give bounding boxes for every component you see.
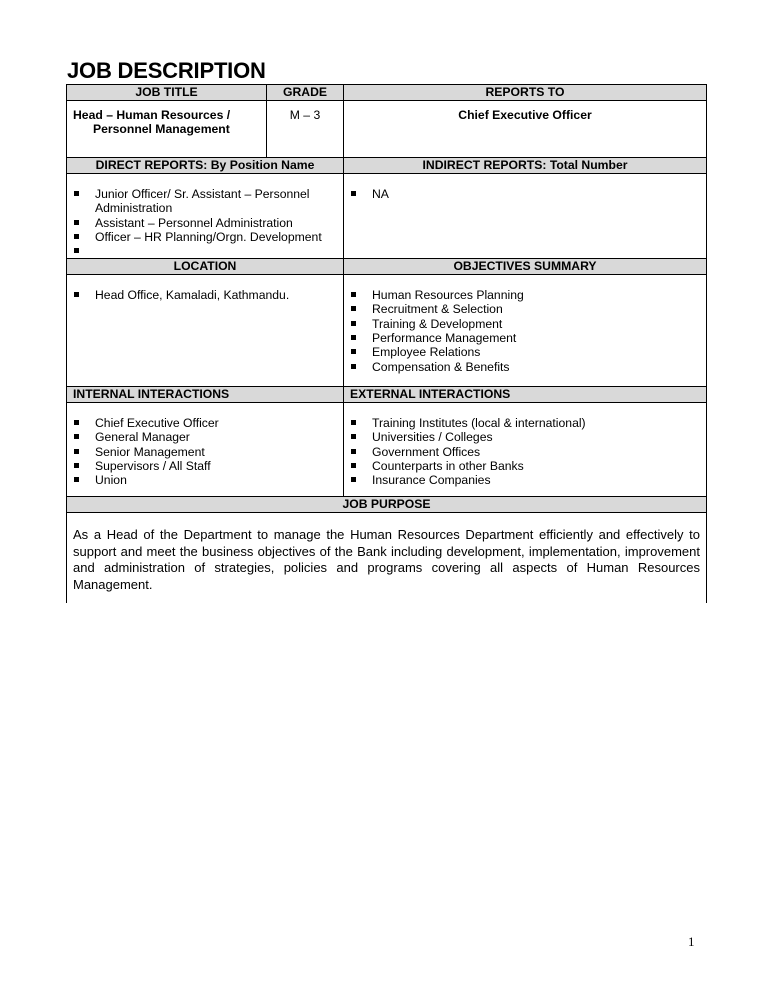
grade-value: M – 3 — [267, 101, 344, 158]
external-interactions-list — [350, 416, 700, 487]
list-item: Compensation & Benefits — [350, 360, 700, 374]
header-objectives: OBJECTIVES SUMMARY — [344, 259, 707, 275]
page-number: 1 — [688, 934, 695, 949]
objectives-cell — [344, 275, 707, 387]
list-item — [73, 244, 337, 258]
direct-reports-cell — [67, 174, 344, 259]
list-item: Assistant – Personnel Administration — [73, 216, 337, 230]
header-direct-reports: DIRECT REPORTS: By Position Name — [67, 158, 344, 174]
internal-interactions-cell — [67, 403, 344, 497]
header-job-title: JOB TITLE — [67, 85, 267, 101]
indirect-reports-list — [350, 187, 700, 201]
job-title-line-1: Head – Human Resources / — [73, 108, 231, 122]
list-item: Counterparts in other Banks — [350, 459, 700, 473]
document-title: JOB DESCRIPTION — [67, 58, 266, 83]
header-indirect-reports: INDIRECT REPORTS: Total Number — [344, 158, 707, 174]
job-purpose-text: As a Head of the Department to manage the Human Resources Department efficiently and effectively to support and meet the business objectives of the Bank including development, implementation, improvement and administration of strategies, policies and programs covering all aspects of Human Resources Management. — [67, 513, 707, 603]
list-item: Senior Management — [73, 445, 337, 459]
list-item: Universities / Colleges — [350, 430, 700, 444]
list-item: Insurance Companies — [350, 473, 700, 487]
list-item: Employee Relations — [350, 345, 700, 359]
job-title-line-2: Personnel Management — [93, 122, 230, 137]
header-external-interactions: EXTERNAL INTERACTIONS — [344, 387, 707, 403]
header-job-purpose: JOB PURPOSE — [67, 497, 707, 513]
list-item: Chief Executive Officer — [73, 416, 337, 430]
external-interactions-cell — [344, 403, 707, 497]
header-grade: GRADE — [267, 85, 344, 101]
list-item: General Manager — [73, 430, 337, 444]
header-location: LOCATION — [67, 259, 344, 275]
indirect-reports-cell — [344, 174, 707, 259]
location-list — [73, 288, 337, 302]
list-item: Junior Officer/ Sr. Assistant – Personnel Administration — [73, 187, 337, 216]
location-cell — [67, 275, 344, 387]
list-item: Officer – HR Planning/Orgn. Development — [73, 230, 337, 244]
reports-to-value: Chief Executive Officer — [344, 101, 707, 158]
list-item: Supervisors / All Staff — [73, 459, 337, 473]
job-description-table — [66, 84, 707, 603]
list-item: Union — [73, 473, 337, 487]
list-item: Training & Development — [350, 317, 700, 331]
list-item: Government Offices — [350, 445, 700, 459]
internal-interactions-list — [73, 416, 337, 487]
objectives-list — [350, 288, 700, 374]
list-item: Performance Management — [350, 331, 700, 345]
list-item: Training Institutes (local & international) — [350, 416, 700, 430]
list-item: Human Resources Planning — [350, 288, 700, 302]
direct-reports-list — [73, 187, 337, 258]
list-item: Head Office, Kamaladi, Kathmandu. — [73, 288, 337, 302]
job-title-cell — [67, 101, 267, 158]
header-internal-interactions: INTERNAL INTERACTIONS — [67, 387, 344, 403]
header-reports-to: REPORTS TO — [344, 85, 707, 101]
list-item: Recruitment & Selection — [350, 302, 700, 316]
list-item: NA — [350, 187, 700, 201]
